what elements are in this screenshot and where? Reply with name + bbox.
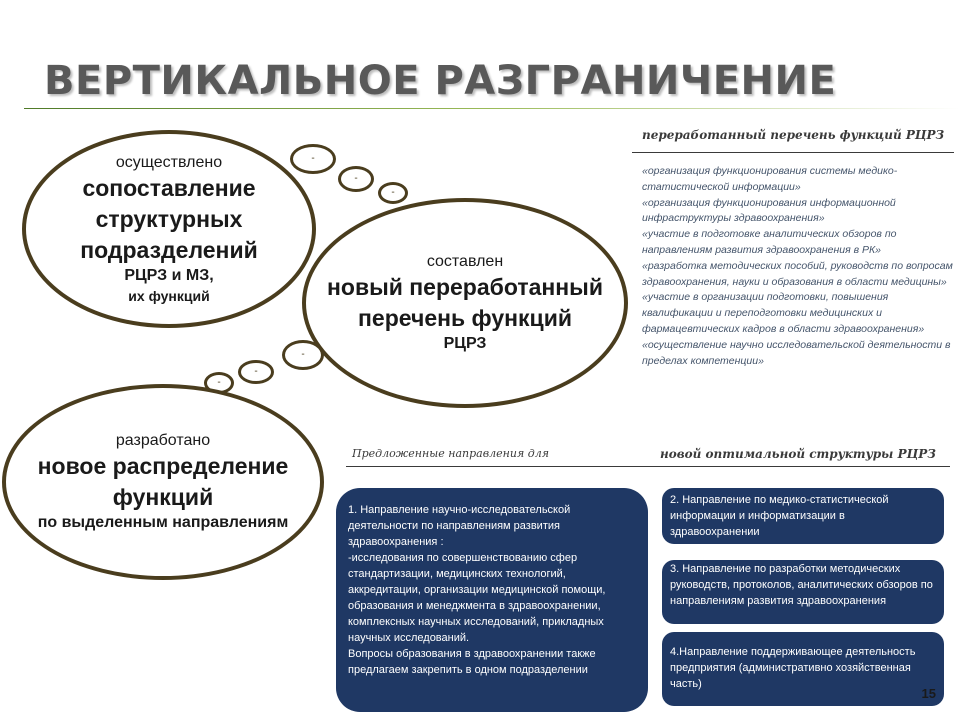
direction-box-administration bbox=[662, 632, 944, 706]
connector-dot: - bbox=[238, 360, 274, 384]
direction-box-statistics bbox=[662, 488, 944, 544]
page-number: 15 bbox=[921, 686, 936, 701]
connector-dot: - bbox=[290, 144, 336, 174]
directions-divider bbox=[346, 466, 950, 467]
bubble-redistribution-small: разработано bbox=[115, 432, 211, 449]
bubble-redistribution bbox=[2, 384, 324, 580]
directions-heading-right: новой оптимальной структуры РЦРЗ bbox=[660, 447, 936, 461]
functions-divider bbox=[632, 152, 954, 153]
function-item: «осуществление научно исследовательской деятельности в пределах компетенции» bbox=[642, 338, 951, 367]
bubble-redistribution-headline: новое распределение функций bbox=[37, 453, 289, 510]
bubble-redistribution-subject: по выделенным направлениям bbox=[37, 514, 289, 531]
bubble-comparison-note: их функций bbox=[128, 287, 210, 304]
function-item: «участие в подготовке аналитических обзоров по направлениям развития здравоохранения в РК» bbox=[642, 228, 897, 256]
title-underline bbox=[24, 108, 960, 109]
bubble-comparison-subject: РЦРЗ и МЗ, bbox=[124, 266, 214, 284]
connector-dot: - bbox=[378, 182, 408, 204]
function-item: «разработка методических пособий, руководств по вопросам здравоохранения, науки и образования в области медицины» bbox=[642, 259, 953, 288]
bubble-new-list-subject: РЦРЗ bbox=[443, 335, 487, 352]
direction-box-research bbox=[336, 488, 648, 712]
bubble-new-list-small: составлен bbox=[426, 253, 504, 270]
bubble-comparison bbox=[22, 130, 316, 328]
bubble-new-list bbox=[302, 198, 628, 408]
connector-dot: - bbox=[204, 372, 234, 394]
connector-dot: - bbox=[338, 166, 374, 192]
directions-heading-left: Предложенные направления для bbox=[352, 447, 549, 460]
direction-box-methodology bbox=[662, 560, 944, 624]
bubble-comparison-small: осуществлено bbox=[115, 153, 223, 171]
function-item: «организация функционирования системы медико-статистической информации» bbox=[642, 165, 898, 193]
slide-title: ВЕРТИКАЛЬНОЕ РАЗГРАНИЧЕНИЕ bbox=[44, 58, 837, 104]
bubble-comparison-headline: сопоставление структурных подразделений bbox=[80, 174, 258, 263]
connector-dot: - bbox=[282, 340, 324, 370]
functions-heading: переработанный перечень функций РЦРЗ bbox=[642, 128, 945, 142]
direction-box-text: 3. Направление по разработки методических руководств, протоколов, аналитических обзоров по направлениям развития здравоохранения bbox=[670, 563, 933, 607]
direction-box-text: 4.Направление поддерживающее деятельность предприятия (административно хозяйственная часть) bbox=[670, 646, 916, 690]
bubble-new-list-headline: новый переработанный перечень функций bbox=[327, 274, 603, 331]
direction-box-text: 2. Направление по медико-статистической информации и информатизации в здравоохранении bbox=[670, 494, 889, 538]
function-item: «участие в организации подготовки, повышения квалификации и переподготовки медицинских и фармацевтических кадров в области здравоохранения» bbox=[642, 291, 925, 335]
functions-list bbox=[642, 164, 954, 369]
function-item: «организация функционирования информационной инфраструктуры здравоохранения» bbox=[642, 196, 896, 225]
direction-box-text: 1. Направление научно-исследовательской деятельности по направлениям развития здравоохранения : -исследования по совершенствованию сфер стандартизации, медицинских технологий, аккредитации, организации медицинской помощи, образования и менеджмента в здравоохранении, комплексных научных исследований, прикладных научных исследований. Вопросы образования в здравоохранении также предлагаем закрепить в одном подразделении bbox=[348, 504, 606, 676]
